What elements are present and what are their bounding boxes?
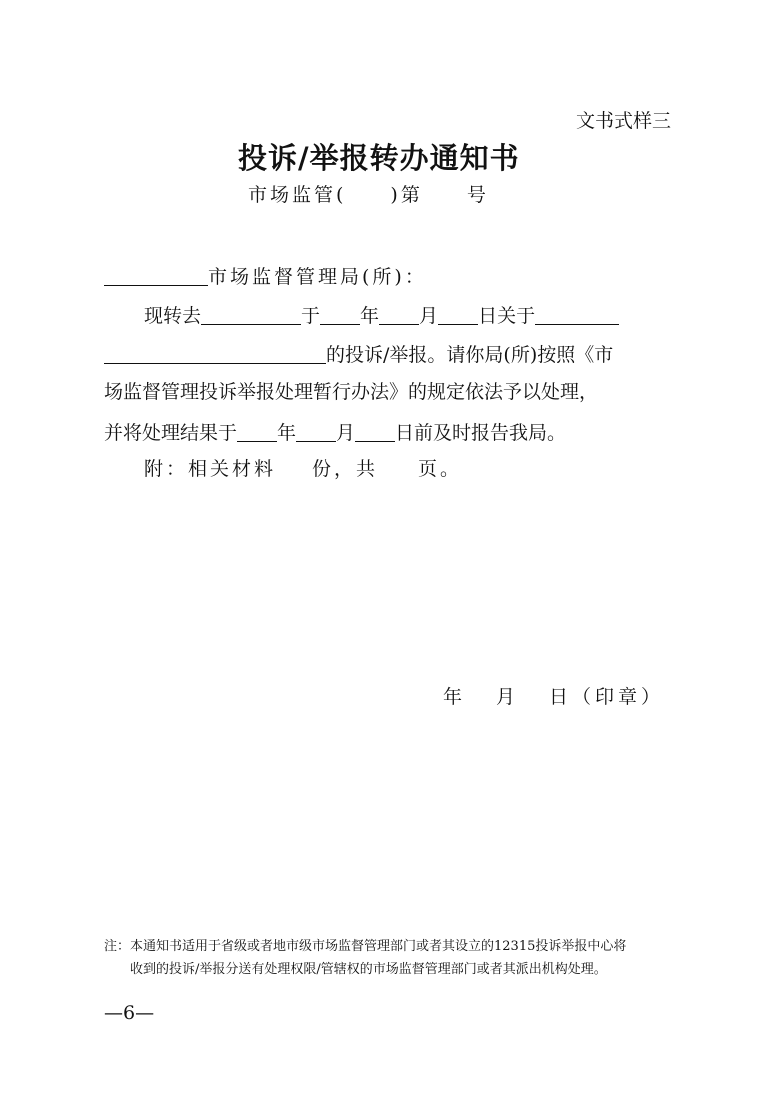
deadline-month-text: 月 bbox=[336, 422, 356, 444]
body-line-3: 场监督管理投诉举报处理暂行办法》的规定依法予以处理， bbox=[104, 381, 599, 403]
addressee-line bbox=[104, 266, 427, 287]
attachment-pages: 页。 bbox=[418, 458, 463, 480]
addressee-blank bbox=[104, 266, 208, 286]
document-number bbox=[248, 186, 489, 205]
month-text: 月 bbox=[419, 305, 439, 327]
doc-number-middle: )第 bbox=[390, 184, 423, 206]
attachment-prefix: 附：相关材料 bbox=[144, 458, 277, 480]
transfer-start-text: 现转去 bbox=[144, 305, 202, 327]
year-text: 年 bbox=[360, 305, 380, 327]
document-title: 投诉/举报转办通知书 bbox=[238, 141, 520, 175]
footnote-line-1: 注：本通知书适用于省级或者地市级市场监督管理部门或者其设立的12315投诉举报中心将 bbox=[104, 939, 627, 954]
result-start-text: 并将处理结果于 bbox=[104, 422, 238, 444]
signature-date-line bbox=[443, 688, 664, 707]
body-line-2 bbox=[104, 344, 613, 365]
day-about-text: 日关于 bbox=[478, 305, 536, 327]
body-line-1 bbox=[144, 305, 619, 326]
doc-number-suffix: 号 bbox=[466, 184, 489, 206]
year-blank bbox=[320, 305, 360, 325]
month-blank bbox=[379, 305, 419, 325]
addressee-suffix: 市场监督管理局(所)： bbox=[208, 266, 427, 288]
body-line-4 bbox=[104, 422, 566, 443]
complainant-blank bbox=[201, 305, 301, 325]
signature-month: 月 bbox=[496, 686, 520, 708]
doc-number-prefix: 市场监管( bbox=[248, 184, 347, 206]
deadline-tail-text: 日前及时报告我局。 bbox=[395, 422, 567, 444]
day-blank bbox=[438, 305, 478, 325]
deadline-year-blank bbox=[237, 422, 277, 442]
page-number: —6— bbox=[104, 1002, 155, 1024]
subject-blank-2 bbox=[104, 344, 326, 364]
footnote-line-2: 收到的投诉/举报分送有处理权限/管辖权的市场监督管理部门或者其派出机构处理。 bbox=[130, 962, 607, 977]
body-line-2-text: 的投诉/举报。请你局(所)按照《市 bbox=[326, 344, 614, 366]
deadline-year-text: 年 bbox=[277, 422, 297, 444]
attachment-copies: 份，共 bbox=[312, 458, 379, 480]
subject-blank-1 bbox=[535, 305, 619, 325]
deadline-month-blank bbox=[296, 422, 336, 442]
form-sample-label: 文书式样三 bbox=[576, 110, 672, 132]
signature-year: 年 bbox=[443, 686, 467, 708]
signature-day-seal: 日（印章） bbox=[549, 686, 665, 708]
attachment-line bbox=[144, 460, 462, 479]
yu-text: 于 bbox=[301, 305, 321, 327]
deadline-day-blank bbox=[355, 422, 395, 442]
